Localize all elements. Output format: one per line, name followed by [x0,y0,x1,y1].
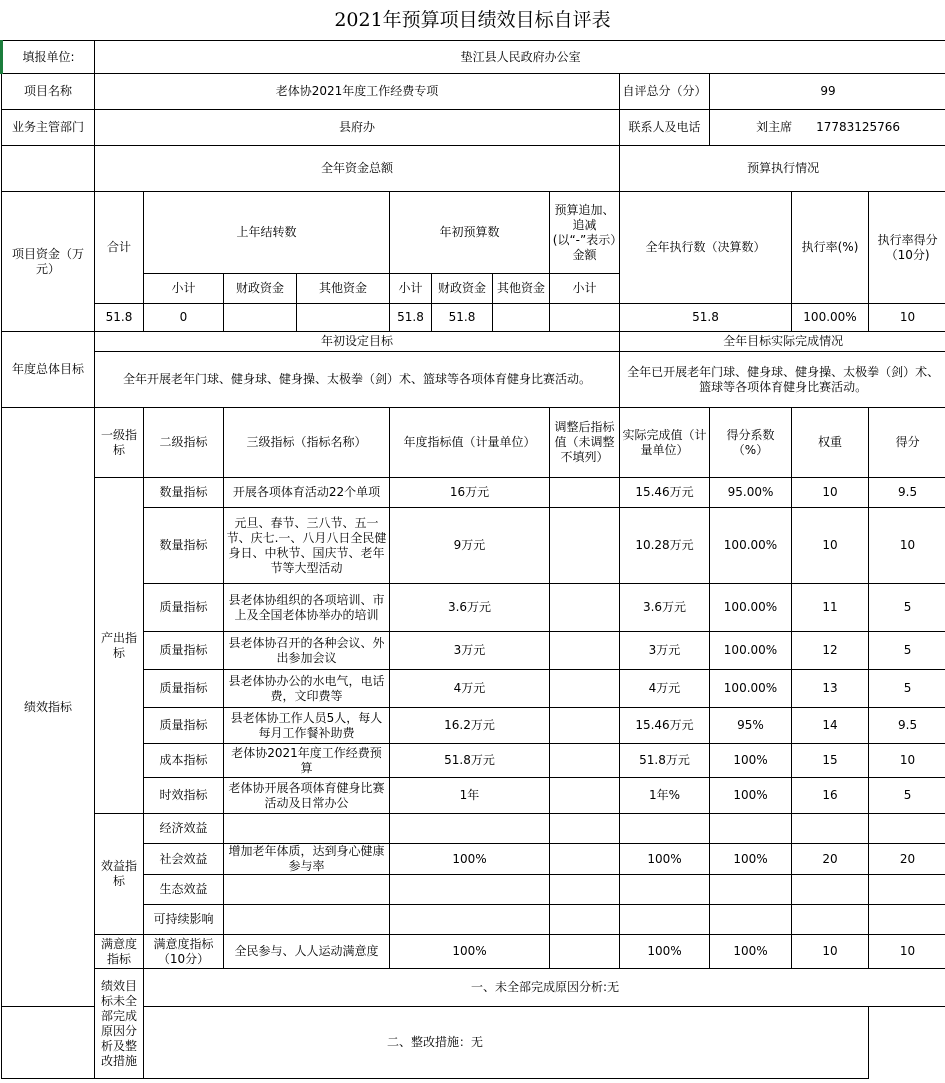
unit-row [2,41,945,74]
cell-actual: 10.28万元 [620,508,710,584]
cell-target: 1年 [390,778,550,814]
cell-l3: 县老体协组织的各项培训、市上及全国老体协举办的培训 [224,584,390,632]
cell-actual [620,814,710,844]
table-row [2,814,945,844]
reasons-row [2,969,945,1007]
cell-score: 5 [869,584,945,632]
reasons-line2: 二、整改措施：无 [2,1007,869,1079]
cell-adjusted [550,935,620,969]
cell-target: 100% [390,935,550,969]
cell-adjusted [550,778,620,814]
cell-adjusted [550,744,620,778]
cell-coef: 95% [710,708,792,744]
cell-adjusted [550,905,620,935]
cell-target: 4万元 [390,670,550,708]
cell-l2: 数量指标 [144,508,224,584]
perf-h-level3: 三级指标（指标名称） [224,408,390,478]
cell-weight: 16 [792,778,869,814]
prev-qita-header: 其他资金 [297,274,390,304]
table-row [2,632,945,670]
funds-col-adjust: 预算追加、追减(以“-”表示）金额 [550,192,620,274]
cell-target: 51.8万元 [390,744,550,778]
funds-col-rate: 执行率(%) [792,192,869,304]
funds-col-exec: 全年执行数（决算数） [620,192,792,304]
cell-coef [710,905,792,935]
perf-h-weight: 权重 [792,408,869,478]
cell-score: 9.5 [869,478,945,508]
funds-total-header: 全年资金总额 [95,146,620,192]
cell-weight: 15 [792,744,869,778]
cell-target: 16万元 [390,478,550,508]
cell-coef [710,814,792,844]
begin-qita-header: 其他资金 [493,274,550,304]
annual-text-row [2,352,945,408]
cell-weight: 20 [792,844,869,875]
cell-weight [792,905,869,935]
funds-exec-header: 预算执行情况 [620,146,945,192]
annual-label: 年度总体目标 [2,332,95,408]
cell-target [390,905,550,935]
cell-coef: 100.00% [710,508,792,584]
cell-adjusted [550,844,620,875]
annual-done-text: 全年已开展老年门球、健身球、健身操、太极拳（剑）术、篮球等各项体育健身比赛活动。 [620,352,945,408]
perf-h-level1: 一级指标 [95,408,144,478]
cell-weight: 10 [792,478,869,508]
v-prev-qita [297,304,390,332]
cell-l3: 老体协开展各项体育健身比赛活动及日常办公 [224,778,390,814]
table-row [2,478,945,508]
funds-header-row [2,146,945,192]
perf-label: 绩效指标 [2,408,95,1007]
cell-actual: 15.46万元 [620,478,710,508]
cell-score: 5 [869,632,945,670]
score-label: 自评总分（分） [620,74,710,110]
cell-score [869,875,945,905]
v-begin-caizheng: 51.8 [432,304,493,332]
funds-col-rate-score: 执行率得分（10分) [869,192,945,304]
contact-label: 联系人及电话 [620,110,710,146]
perf-h-target: 年度指标值（计量单位） [390,408,550,478]
cell-l2: 社会效益 [144,844,224,875]
perf-h-score: 得分 [869,408,945,478]
cell-actual: 4万元 [620,670,710,708]
cell-score: 10 [869,508,945,584]
v-adjust [550,304,620,332]
cell-weight: 14 [792,708,869,744]
cell-score: 20 [869,844,945,875]
cell-target: 9万元 [390,508,550,584]
cell-score: 9.5 [869,708,945,744]
cell-coef: 100% [710,844,792,875]
cell-l2: 质量指标 [144,708,224,744]
cell-l3 [224,875,390,905]
cell-score: 5 [869,670,945,708]
funds-col-prev: 上年结转数 [144,192,390,274]
cell-l2: 生态效益 [144,875,224,905]
cell-actual: 3万元 [620,632,710,670]
cell-l2: 数量指标 [144,478,224,508]
cell-actual: 100% [620,935,710,969]
table-row [2,875,945,905]
table-row [2,584,945,632]
group-output: 产出指标 [95,478,144,814]
cell-coef: 100.00% [710,632,792,670]
table-row [2,670,945,708]
table-row [2,935,945,969]
cell-actual: 1年% [620,778,710,814]
cell-l3: 元旦、春节、三八节、五一节、庆七.一、八月八日全民健身日、中秋节、国庆节、老年节等大型活动 [224,508,390,584]
v-total: 51.8 [95,304,144,332]
cell-adjusted [550,508,620,584]
group-benefit: 效益指标 [95,814,144,935]
perf-h-coef: 得分系数（%） [710,408,792,478]
funds-col-total: 合计 [95,192,144,304]
prev-xiaoji-header: 小计 [144,274,224,304]
v-rate: 100.00% [792,304,869,332]
perf-h-actual: 实际完成值（计量单位） [620,408,710,478]
cell-weight [792,814,869,844]
cell-adjusted [550,708,620,744]
reasons-label: 绩效目标未全部完成原因分析及整改措施 [95,969,144,1079]
v-prev-xiaoji: 0 [144,304,224,332]
cell-l3: 开展各项体育活动22个单项 [224,478,390,508]
cell-adjusted [550,814,620,844]
cell-l3: 全民参与、人人运动满意度 [224,935,390,969]
cell-l2: 质量指标 [144,670,224,708]
reasons-line1: 一、未全部完成原因分析:无 [144,969,945,1007]
cell-coef: 100% [710,744,792,778]
annual-header-row [2,332,945,352]
cell-score [869,814,945,844]
cell-score: 10 [869,744,945,778]
cell-weight: 12 [792,632,869,670]
perf-h-adjusted: 调整后指标值（未调整不填列） [550,408,620,478]
cell-l2: 时效指标 [144,778,224,814]
cell-weight: 10 [792,508,869,584]
v-exec: 51.8 [620,304,792,332]
cell-target: 3万元 [390,632,550,670]
cell-l3: 增加老年体质，达到身心健康参与率 [224,844,390,875]
cell-adjusted [550,632,620,670]
annual-done-header: 全年目标实际完成情况 [620,332,945,352]
cell-coef: 95.00% [710,478,792,508]
cell-actual: 3.6万元 [620,584,710,632]
annual-set-text: 全年开展老年门球、健身球、健身操、太极拳（剑）术、篮球等各项体育健身比赛活动。 [95,352,620,408]
cell-weight [792,875,869,905]
cell-coef: 100.00% [710,584,792,632]
annual-set-header: 年初设定目标 [95,332,620,352]
cell-coef: 100.00% [710,670,792,708]
cell-actual [620,905,710,935]
cell-weight: 11 [792,584,869,632]
dept-value: 县府办 [95,110,620,146]
cell-adjusted [550,670,620,708]
cell-target: 16.2万元 [390,708,550,744]
cell-l2: 成本指标 [144,744,224,778]
table-row [2,508,945,584]
cell-target [390,875,550,905]
cell-actual [620,875,710,905]
project-label: 项目名称 [2,74,95,110]
cell-adjusted [550,584,620,632]
unit-value: 垫江县人民政府办公室 [95,41,945,74]
funds-col-begin: 年初预算数 [390,192,550,274]
cell-coef: 100% [710,778,792,814]
cell-l2: 经济效益 [144,814,224,844]
cell-actual: 15.46万元 [620,708,710,744]
cell-actual: 51.8万元 [620,744,710,778]
project-row [2,74,945,110]
cell-weight: 13 [792,670,869,708]
cell-l2: 质量指标 [144,584,224,632]
table-row [2,905,945,935]
cell-l2: 质量指标 [144,632,224,670]
v-begin-xiaoji: 51.8 [390,304,432,332]
begin-caizheng-header: 财政资金 [432,274,493,304]
table-row [2,708,945,744]
cell-l3: 县老体协召开的各种会议、外出参加会议 [224,632,390,670]
cell-target [390,814,550,844]
perf-h-level2: 二级指标 [144,408,224,478]
table-row [2,844,945,875]
cell-adjusted [550,875,620,905]
cell-actual: 100% [620,844,710,875]
cell-l2: 可持续影响 [144,905,224,935]
cell-score: 10 [869,935,945,969]
unit-label: 填报单位: [2,41,95,74]
project-value: 老体协2021年度工作经费专项 [95,74,620,110]
group-satisfy: 满意度指标 [95,935,144,969]
v-prev-caizheng [224,304,297,332]
cell-adjusted [550,478,620,508]
v-rate-score: 10 [869,304,945,332]
score-value: 99 [710,74,945,110]
cell-score [869,905,945,935]
cell-l3 [224,814,390,844]
cell-target: 3.6万元 [390,584,550,632]
prev-caizheng-header: 财政资金 [224,274,297,304]
cell-score: 5 [869,778,945,814]
cell-target: 100% [390,844,550,875]
funds-section-label: 项目资金（万元） [2,192,95,332]
cell-l3: 县老体协办公的水电气，电话费，文印费等 [224,670,390,708]
funds-values-row [2,304,945,332]
page-title: 2021年预算项目绩效目标自评表 [334,9,611,31]
cell-coef [710,875,792,905]
perf-header-row [2,408,945,478]
cell-l3: 县老体协工作人员5人，每人每月工作餐补助费 [224,708,390,744]
reasons-row [2,1007,945,1079]
dept-row [2,110,945,146]
cell-l2: 满意度指标（10分） [144,935,224,969]
adjust-xiaoji-header: 小计 [550,274,620,304]
contact-value: 刘主席 17783125766 [710,110,945,146]
dept-label: 业务主管部门 [2,110,95,146]
funds-column-row [2,192,945,274]
cell-l3 [224,905,390,935]
cell-l3: 老体协2021年度工作经费预算 [224,744,390,778]
cell-coef: 100% [710,935,792,969]
table-row [2,778,945,814]
cell-weight: 10 [792,935,869,969]
table-row [2,744,945,778]
evaluation-table [0,40,945,1079]
v-begin-qita [493,304,550,332]
begin-xiaoji-header: 小计 [390,274,432,304]
